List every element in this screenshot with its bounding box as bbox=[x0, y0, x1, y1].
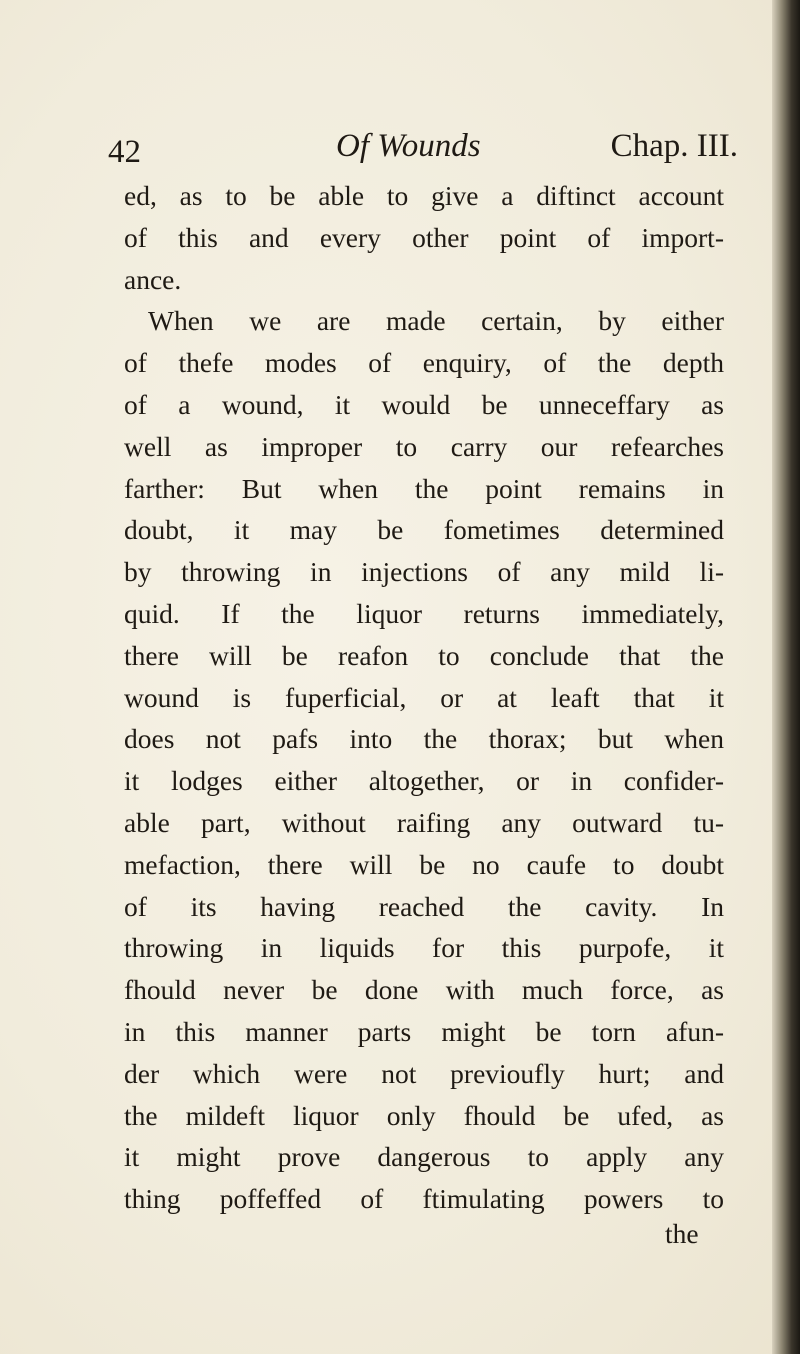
text-line: farther: But when the point remains in bbox=[124, 472, 724, 504]
text-line: it lodges either altogether, or in confider- bbox=[124, 765, 724, 797]
text-line: quid. If the liquor returns immediately, bbox=[124, 597, 724, 629]
text-line: it might prove dangerous to apply any bbox=[124, 1141, 724, 1173]
text-line: the mildeft liquor only fhould be ufed, as bbox=[124, 1099, 724, 1131]
page-number: 42 bbox=[108, 134, 141, 170]
text-line: there will be reafon to conclude that the bbox=[124, 639, 724, 671]
text-line: fhould never be done with much force, as bbox=[124, 974, 724, 1006]
text-line: When we are made certain, by either bbox=[148, 305, 724, 337]
text-line: of its having reached the cavity. In bbox=[124, 890, 724, 922]
text-line: ed, as to be able to give a diftinct account bbox=[124, 180, 724, 211]
text-line: does not pafs into the thorax; but when bbox=[124, 723, 724, 755]
text-line: thing poffeffed of ftimulating powers to bbox=[124, 1183, 724, 1215]
text-line: mefaction, there will be no caufe to doubt bbox=[124, 848, 724, 880]
running-header bbox=[108, 128, 738, 178]
text-line: throwing in liquids for this purpofe, it bbox=[124, 932, 724, 964]
running-title: Of Wounds bbox=[336, 128, 481, 164]
text-line: wound is fuperficial, or at leaft that it bbox=[124, 681, 724, 713]
text-line: able part, without raifing any outward tu- bbox=[124, 806, 724, 838]
text-line: of this and every other point of import- bbox=[124, 221, 724, 253]
catchword: the bbox=[665, 1218, 699, 1249]
text-line: der which were not previoufly hurt; and bbox=[124, 1057, 724, 1089]
text-line: doubt, it may be fometimes determined bbox=[124, 514, 724, 546]
text-line: of a wound, it would be unneceffary as bbox=[124, 388, 724, 420]
text-line: ance. bbox=[124, 263, 182, 295]
text-line: well as improper to carry our refearches bbox=[124, 430, 724, 462]
text-line: in this manner parts might be torn afun- bbox=[124, 1015, 724, 1047]
text-line: of thefe modes of enquiry, of the depth bbox=[124, 347, 724, 379]
page-binding-edge bbox=[772, 0, 800, 1354]
body-text bbox=[124, 175, 724, 1220]
text-line: by throwing in injections of any mild li- bbox=[124, 556, 724, 588]
chapter-label: Chap. III. bbox=[610, 128, 738, 164]
